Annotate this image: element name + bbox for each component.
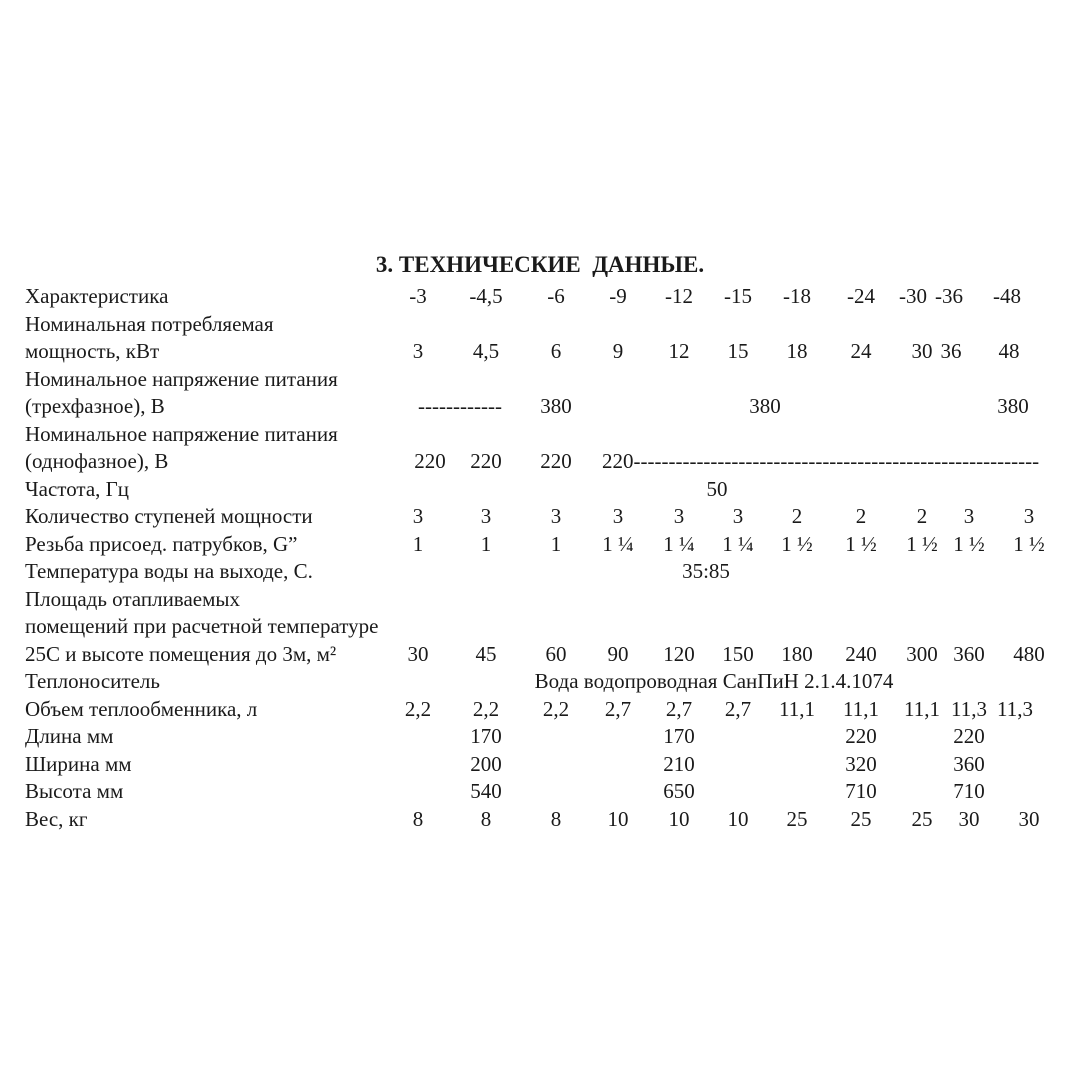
- cell: 2,2: [542, 697, 570, 721]
- cell: 480: [1013, 642, 1045, 666]
- cell: 11,1: [779, 697, 815, 721]
- table-row-coolant: [0, 668, 1080, 696]
- cell: 220: [470, 449, 502, 473]
- cell: 30: [958, 807, 980, 831]
- cell: 3: [1023, 504, 1035, 528]
- table-row-width: [0, 751, 1080, 779]
- cell: 150: [722, 642, 754, 666]
- row-label: 25С и высоте помещения до 3м, м²: [25, 642, 337, 666]
- cell: 2,2: [472, 697, 500, 721]
- row-label: Номинальная потребляемая: [25, 312, 274, 336]
- column-header: -18: [783, 284, 811, 308]
- cell: 380: [749, 394, 781, 418]
- column-header: -48: [993, 284, 1021, 308]
- cell: 2,7: [665, 697, 693, 721]
- cell: 540: [470, 779, 502, 803]
- cell: 2: [855, 504, 867, 528]
- column-header: -3: [409, 284, 427, 308]
- cell: 12: [668, 339, 690, 363]
- cell: Вода водопроводная СанПиН 2.1.4.1074: [534, 669, 894, 693]
- cell: 2: [916, 504, 928, 528]
- column-header: -24: [847, 284, 875, 308]
- table-row-volume: [0, 696, 1080, 724]
- cell: 2,2: [404, 697, 432, 721]
- column-header: -6: [547, 284, 565, 308]
- cell: 360: [953, 642, 985, 666]
- cell: 220: [540, 449, 572, 473]
- cell: 320: [845, 752, 877, 776]
- row-label: (однофазное), В: [25, 449, 169, 473]
- cell: 180: [781, 642, 813, 666]
- cell: 6: [550, 339, 562, 363]
- cell: 210: [663, 752, 695, 776]
- cell: 1 ½: [906, 532, 938, 556]
- cell: 710: [953, 779, 985, 803]
- cell: 15: [727, 339, 749, 363]
- cell: 30: [1018, 807, 1040, 831]
- cell: 1 ½: [953, 532, 985, 556]
- column-header: -15: [724, 284, 752, 308]
- cell: 1 ½: [781, 532, 813, 556]
- column-header: -12: [665, 284, 693, 308]
- cell: 3: [963, 504, 975, 528]
- cell: 200: [470, 752, 502, 776]
- cell: 8: [550, 807, 562, 831]
- row-label: Номинальное напряжение питания: [25, 422, 338, 446]
- cell: 220: [414, 449, 446, 473]
- cell: 1 ¼: [722, 532, 754, 556]
- cell: 120: [663, 642, 695, 666]
- row-label: Площадь отапливаемых: [25, 587, 240, 611]
- row-label: Теплоноситель: [25, 669, 160, 693]
- row-label: Вес, кг: [25, 807, 88, 831]
- cell: 50: [706, 477, 728, 501]
- column-header: -9: [609, 284, 627, 308]
- table-row-frequency: [0, 476, 1080, 504]
- cell: 3: [550, 504, 562, 528]
- table-row-voltage1: [0, 448, 1080, 476]
- cell: 2,7: [604, 697, 632, 721]
- cell: 170: [470, 724, 502, 748]
- cell-dash: ------------: [418, 394, 502, 418]
- cell: 48: [998, 339, 1020, 363]
- row-label: Количество ступеней мощности: [25, 504, 313, 528]
- cell: 18: [786, 339, 808, 363]
- cell: 1 ¼: [602, 532, 634, 556]
- cell: 9: [612, 339, 624, 363]
- row-label: Высота мм: [25, 779, 124, 803]
- cell: 1 ½: [845, 532, 877, 556]
- cell: 2,7: [724, 697, 752, 721]
- table-row-voltage3: [0, 393, 1080, 421]
- column-header: -36: [935, 284, 963, 308]
- cell: 30: [911, 339, 933, 363]
- cell: 25: [850, 807, 872, 831]
- table-row-power: [0, 338, 1080, 366]
- table-header-row: [0, 283, 1080, 311]
- page-title: 3. ТЕХНИЧЕСКИЕ ДАННЫЕ.: [375, 252, 705, 277]
- table-row-steps: [0, 503, 1080, 531]
- cell: 710: [845, 779, 877, 803]
- cell: 380: [997, 394, 1029, 418]
- row-label: Частота, Гц: [25, 477, 130, 501]
- cell: 3: [612, 504, 624, 528]
- row-label: мощность, кВт: [25, 339, 160, 363]
- cell-dash: 220----------------------------------------------------------: [602, 449, 1040, 473]
- cell: 3: [412, 504, 424, 528]
- cell: 1: [480, 532, 492, 556]
- row-label: Ширина мм: [25, 752, 132, 776]
- cell: 220: [845, 724, 877, 748]
- cell: 8: [412, 807, 424, 831]
- cell: 8: [480, 807, 492, 831]
- cell: 45: [475, 642, 497, 666]
- row-label: Температура воды на выходе, С.: [25, 559, 313, 583]
- table-row-area-label1: [0, 586, 1080, 614]
- row-label: помещений при расчетной температуре: [25, 614, 379, 638]
- cell: 240: [845, 642, 877, 666]
- row-label: (трехфазное), В: [25, 394, 165, 418]
- row-label: Характеристика: [25, 284, 169, 308]
- row-label: Длина мм: [25, 724, 114, 748]
- cell: 11,3: [997, 697, 1033, 721]
- cell: 10: [668, 807, 690, 831]
- cell: 24: [850, 339, 872, 363]
- cell: 3: [673, 504, 685, 528]
- table-row-power-label: [0, 311, 1080, 339]
- cell: 300: [906, 642, 938, 666]
- row-label: Резьба присоед. патрубков, G”: [25, 532, 298, 556]
- cell: 2: [791, 504, 803, 528]
- row-label: Объем теплообменника, л: [25, 697, 258, 721]
- cell: 1 ¼: [663, 532, 695, 556]
- table-row-area: [0, 641, 1080, 669]
- cell: 3: [732, 504, 744, 528]
- table-row-weight: [0, 806, 1080, 834]
- cell: 11,1: [904, 697, 940, 721]
- table-row-height: [0, 778, 1080, 806]
- cell: 25: [786, 807, 808, 831]
- cell: 3: [412, 339, 424, 363]
- table-row-area-label2: [0, 613, 1080, 641]
- column-header: -30: [899, 284, 927, 308]
- cell: 10: [607, 807, 629, 831]
- cell: 35:85: [682, 559, 730, 583]
- cell: 1 ½: [1013, 532, 1045, 556]
- table-row-voltage1-label: [0, 421, 1080, 449]
- cell: 10: [727, 807, 749, 831]
- cell: 1: [412, 532, 424, 556]
- cell: 30: [407, 642, 429, 666]
- cell: 360: [953, 752, 985, 776]
- table-row-voltage3-label: [0, 366, 1080, 394]
- cell: 220: [953, 724, 985, 748]
- table-row-length: [0, 723, 1080, 751]
- cell: 11,3: [951, 697, 987, 721]
- cell: 380: [540, 394, 572, 418]
- cell: 90: [607, 642, 629, 666]
- cell: 60: [545, 642, 567, 666]
- cell: 25: [911, 807, 933, 831]
- row-label: Номинальное напряжение питания: [25, 367, 338, 391]
- table-row-thread: [0, 531, 1080, 559]
- cell: 36: [940, 339, 962, 363]
- cell: 170: [663, 724, 695, 748]
- cell: 11,1: [843, 697, 879, 721]
- cell: 1: [550, 532, 562, 556]
- cell: 3: [480, 504, 492, 528]
- column-header: -4,5: [469, 284, 503, 308]
- cell: 650: [663, 779, 695, 803]
- table-row-water-temp: [0, 558, 1080, 586]
- cell: 4,5: [472, 339, 500, 363]
